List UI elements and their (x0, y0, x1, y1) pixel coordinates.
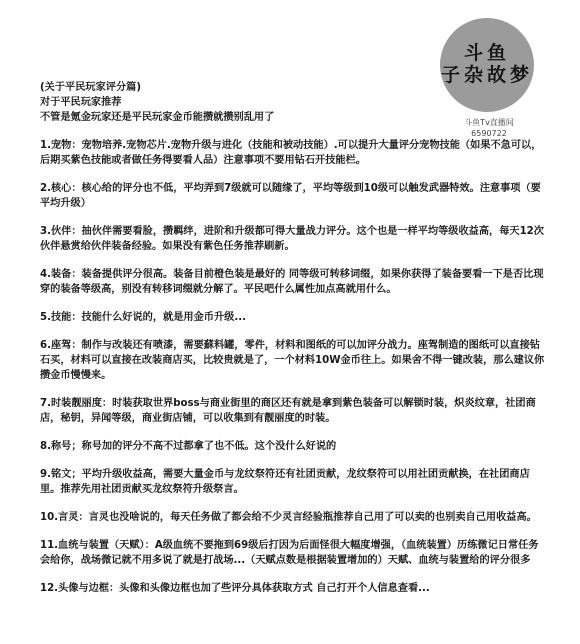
section-text: 2.核心：核心给的评分也不低，平均弄到7级就可以随缘了，平均等级到10级可以触发武器特效。注意事项（要平均升级） (40, 183, 541, 209)
section-text: 3.伙伴：抽伙伴需要看脸，攒羁绊，进阶和升级都可得大量战力评分。这个也是一样平均等级收益高，每天12次伙伴悬赏给伙伴装备经验。如果没有紫色任务推荐刷新。 (40, 226, 544, 252)
section-text: 5.技能：技能什么好说的，就是用金币升级... (40, 312, 246, 323)
section-avatar (40, 581, 548, 596)
header-line-2: 对于平民玩家推荐 (40, 97, 122, 108)
section-partner (40, 224, 548, 254)
section-text: 10.言灵：言灵也没啥说的，每天任务做了都会给不少灵言经验瓶推荐自己用了可以卖的也别卖自己用收益高。 (40, 512, 537, 523)
section-text: 9.铭文；平均升级收益高，需要大量金币与龙纹祭符还有社团贡献，龙纹祭符可以用社团贡献换，在社团商店里。推荐先用社团贡献买龙纹祭符升级祭言。 (40, 469, 530, 495)
header-line-3: 不管是氪金玩家还是平民玩家金币能攒就攒别乱用了 (40, 112, 275, 123)
section-yanling (40, 510, 548, 525)
section-title (40, 439, 548, 454)
section-text: 4.装备：装备提供评分很高。装备目前橙色装是最好的 同等级可转移词缀，如果你获得了装备要看一下是否比现穿的装备等级高，别没有转移词缀就分解了。平民吧什么属性加点高就用什么。 (40, 269, 544, 295)
section-text: 7.时装靓丽度：时装获取世界boss与商业街里的商区还有就是拿到紫色装备可以解锁时装，炽炎纹章，社团商店，秘钥，异闻等级，商业街店铺，可以收集到有靓丽度的时装。 (40, 398, 536, 424)
room-id: 6590722 (471, 129, 507, 138)
header-line-1: (关于平民玩家评分篇) (40, 82, 141, 93)
section-pet (40, 138, 548, 168)
section-fashion (40, 396, 548, 426)
guide-content (40, 80, 548, 609)
section-inscription (40, 467, 548, 497)
section-text: 6.座驾：制作与改装还有喷漆，需要蘇料罐，零件，材料和图纸的可以加评分战力。座驾制造的图纸可以直接钻石买，材料可以直接在改装商店买，比较贵就是了，一个材料10W金币往上。如果舍不得一键改装，那么建议你攒金币慢慢来。 (40, 340, 545, 381)
section-bloodline (40, 538, 548, 568)
section-text: 11.血统与装置（天赋）：A级血统不要拖到69级后打因为后面怪很大幅度增强，（血统装置）历练微记日常任务会给你，战场微记就不用多说了就是打战场...（天赋点数是根据装置增加的）天赋、血统与装置给的评分很多 (40, 540, 539, 566)
section-text: 1.宠物：宠物培养.宠物芯片.宠物升级与进化（技能和被动技能）.可以提升大量评分宠物技能（如果不急可以，后期买紫色技能或者做任务得要看人品）注意事项不要用钻石开技能栏。 (40, 140, 542, 166)
section-core (40, 181, 548, 211)
section-equipment (40, 267, 548, 297)
section-text: 12.头像与边框：头像和头像边框也加了些评分具体获取方式 自己打开个人信息查看... (40, 583, 430, 594)
section-skill (40, 310, 548, 325)
logo-line-2: 子杂故梦 (440, 64, 533, 86)
section-vehicle (40, 338, 548, 383)
room-label: 斗鱼Tv直播间 (464, 118, 514, 127)
section-text: 8.称号；称号加的评分不高不过都拿了也不低。这个没什么好说的 (40, 441, 337, 452)
logo-line-1: 斗鱼 (463, 42, 510, 65)
guide-header (40, 80, 548, 125)
